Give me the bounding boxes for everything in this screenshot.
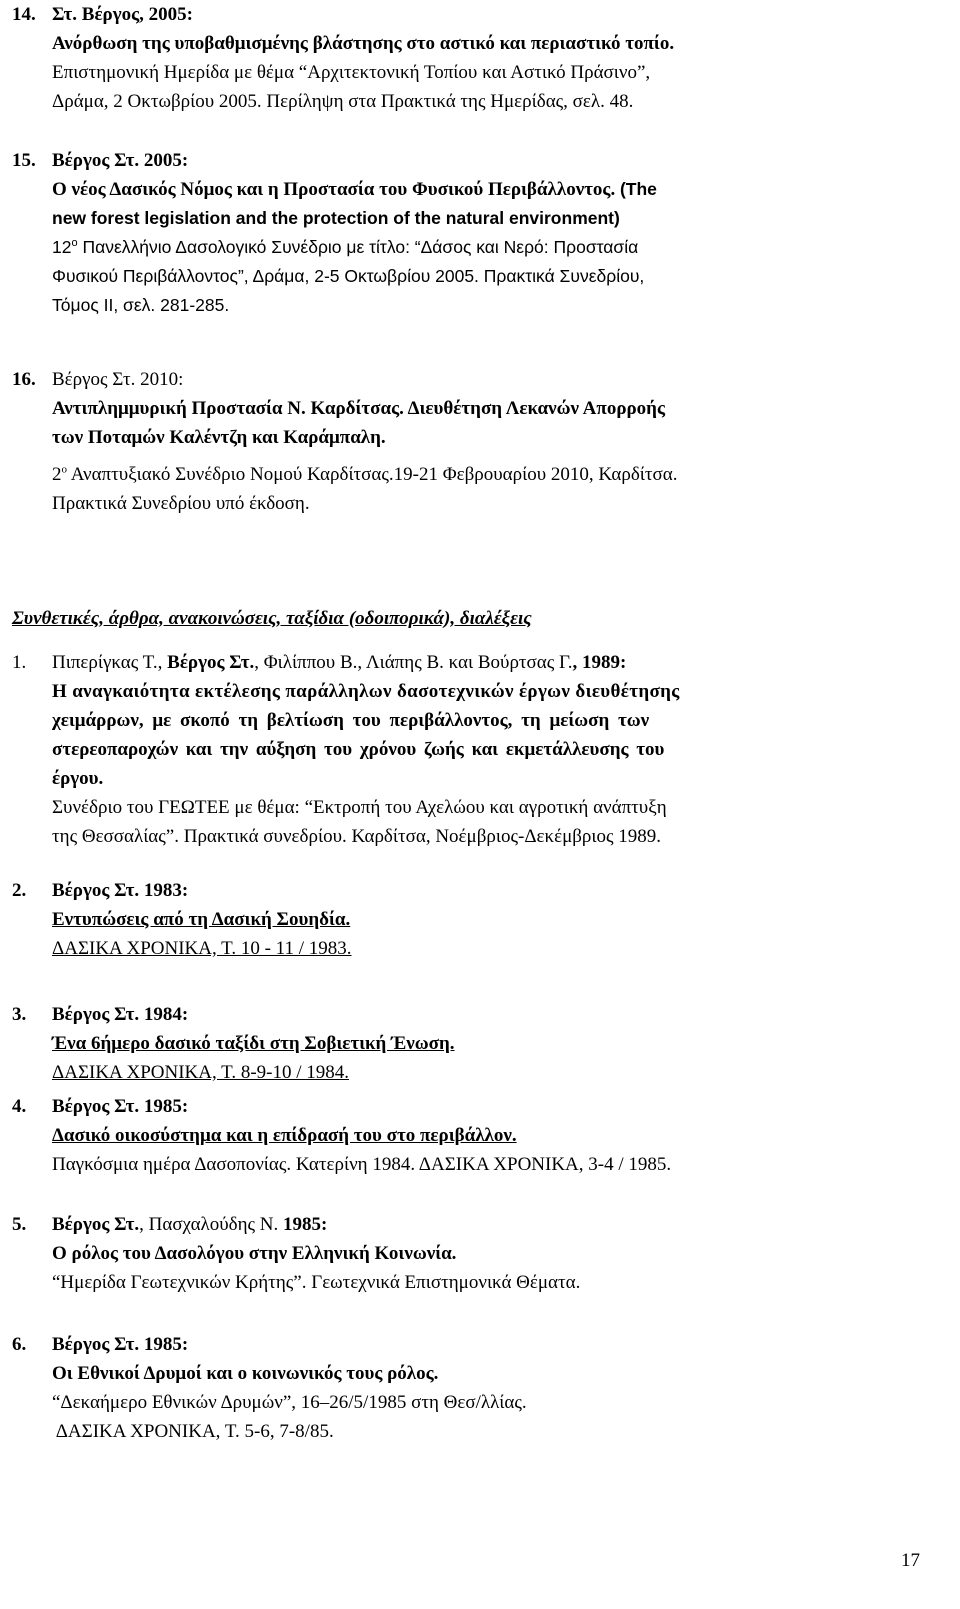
list-entry-1 — [12, 648, 942, 851]
entry-title: Ένα 6ήμερο δασικό ταξίδι στη Σοβιετική Ένωση. — [52, 1033, 455, 1054]
entry-head: Βέργος Στ. 1983: — [52, 880, 189, 901]
entry-title: έργου. — [52, 768, 104, 789]
head-post: , Πασχαλούδης Ν. — [139, 1214, 284, 1235]
entry-year: , 1989: — [572, 652, 627, 673]
entry-number: 3. — [12, 1004, 27, 1025]
entry-head — [52, 1210, 942, 1239]
entry-head: Στ. Βέργος, 2005: — [52, 4, 193, 25]
list-entry-4 — [12, 1092, 942, 1179]
conf-ordinal-sup: ο — [71, 237, 78, 250]
entry-title — [52, 175, 942, 204]
entry-number: 5. — [12, 1214, 27, 1235]
entry-title: Οι Εθνικοί Δρυμοί και ο κοινωνικός τους ρόλος. — [52, 1363, 439, 1384]
list-entry-3 — [12, 1000, 942, 1087]
list-entry-5 — [12, 1210, 942, 1297]
conf-ordinal: 2 — [52, 464, 62, 485]
entry-number: 16. — [12, 369, 36, 390]
entry-detail: της Θεσσαλίας”. Πρακτικά συνεδρίου. Καρδίτσα, Νοέμβριος-Δεκέμβριος 1989. — [52, 826, 662, 847]
entry-title-greek: Ο νέος Δασικός Νόμος και η Προστασία του Φυσικού Περιβάλλοντος. — [52, 179, 616, 200]
page-number: 17 — [901, 1550, 920, 1571]
conf-text: Αναπτυξιακό Συνέδριο Νομού Καρδίτσας.19-21 Φεβρουαρίου 2010, Καρδίτσα. — [70, 464, 678, 485]
entry-number: 6. — [12, 1334, 27, 1355]
authors-bold: Βέργος Στ. — [167, 652, 255, 673]
entry-14 — [12, 0, 942, 116]
list-entry-6 — [12, 1330, 942, 1446]
entry-detail: “Ημερίδα Γεωτεχνικών Κρήτης”. Γεωτεχνικά Επιστημονικά Θέματα. — [52, 1272, 581, 1293]
entry-head: Βέργος Στ. 2005: — [52, 150, 189, 171]
entry-conference — [52, 460, 942, 489]
entry-title: χειμάρρων, με σκοπό τη βελτίωση του περιβάλλοντος, τη μείωση των — [52, 710, 650, 731]
conf-ordinal-sup: ο — [61, 463, 67, 476]
entry-conference: Πρακτικά Συνεδρίου υπό έκδοση. — [52, 493, 310, 514]
entry-detail: Συνέδριο του ΓΕΩΤΕΕ με θέμα: “Εκτροπή του Αχελώου και αγροτική ανάπτυξη — [52, 797, 667, 818]
entry-number: 14. — [12, 4, 36, 25]
entry-title: Η αναγκαιότητα εκτέλεσης παράλληλων δασοτεχνικών έργων διευθέτησης — [52, 681, 680, 702]
entry-head: Βέργος Στ. 1985: — [52, 1334, 189, 1355]
entry-title: Ανόρθωση της υποβαθμισμένης βλάστησης στο αστικό και περιαστικό τοπίο. — [52, 33, 675, 54]
entry-number: 2. — [12, 880, 27, 901]
entry-detail: Επιστημονική Ημερίδα με θέμα “Αρχιτεκτονική Τοπίου και Αστικό Πράσινο”, — [52, 62, 651, 83]
entry-head: Βέργος Στ. 1984: — [52, 1004, 189, 1025]
entry-title: των Ποταμών Καλέντζη και Καράμπαλη. — [52, 427, 386, 448]
entry-number: 4. — [12, 1096, 27, 1117]
entry-conference: Τόμος ΙΙ, σελ. 281-285. — [52, 295, 230, 315]
entry-title: Ο ρόλος του Δασολόγου στην Ελληνική Κοινωνία. — [52, 1243, 457, 1264]
entry-title: Δασικό οικοσύστημα και η επίδρασή του στο περιβάλλον. — [52, 1125, 517, 1146]
entry-year: 1985: — [283, 1214, 328, 1235]
entry-number: 1. — [12, 652, 27, 673]
entry-conference: Φυσικού Περιβάλλοντος”, Δράμα, 2-5 Οκτωβρίου 2005. Πρακτικά Συνεδρίου, — [52, 266, 645, 286]
entry-number: 15. — [12, 150, 36, 171]
authors-pre: Πιπερίγκας Τ., — [52, 652, 168, 673]
conf-text: Πανελλήνιο Δασολογικό Συνέδριο με τίτλο: “Δάσος και Νερό: Προστασία — [82, 237, 639, 257]
entry-title-english: new forest legislation and the protection of the natural environment) — [52, 208, 620, 228]
entry-detail: ΔΑΣΙΚΑ ΧΡΟΝΙΚΑ, Τ. 10 - 11 / 1983. — [52, 938, 352, 959]
entry-head: Βέργος Στ. 1985: — [52, 1096, 189, 1117]
entry-detail: “Δεκαήμερο Εθνικών Δρυμών”, 16–26/5/1985 στη Θεσ/λλίας. — [52, 1392, 527, 1413]
entry-title: Εντυπώσεις από τη Δασική Σουηδία. — [52, 909, 351, 930]
entry-detail: Παγκόσμια ημέρα Δασοπονίας. Κατερίνη 1984. ΔΑΣΙΚΑ ΧΡΟΝΙΚΑ, 3-4 / 1985. — [52, 1154, 672, 1175]
entry-head: Βέργος Στ. 2010: — [52, 369, 184, 390]
entry-detail: ΔΑΣΙΚΑ ΧΡΟΝΙΚΑ, Τ. 8-9-10 / 1984. — [52, 1062, 350, 1083]
entry-detail: ΔΑΣΙΚΑ ΧΡΟΝΙΚΑ, Τ. 5-6, 7-8/85. — [52, 1421, 334, 1442]
authors-post: , Φιλίππου Β., Λιάπης Β. και Βούρτσας Γ. — [254, 652, 573, 673]
entry-conference — [52, 233, 942, 262]
entry-title-english-start: (The — [619, 179, 657, 199]
entry-title: Αντιπλημμυρική Προστασία Ν. Καρδίτσας. Διευθέτηση Λεκανών Απορροής — [52, 398, 665, 419]
head-bold: Βέργος Στ. — [52, 1214, 140, 1235]
list-entry-2 — [12, 876, 942, 963]
entry-15 — [12, 146, 942, 320]
entry-authors — [52, 648, 942, 677]
entry-title: στερεοπαροχών και την αύξηση του χρόνου ζωής και εκμετάλλευσης του — [52, 739, 665, 760]
section-heading: Συνθετικές, άρθρα, ανακοινώσεις, ταξίδια (οδοιπορικά), διαλέξεις — [12, 608, 532, 629]
entry-detail: Δράμα, 2 Οκτωβρίου 2005. Περίληψη στα Πρακτικά της Ημερίδας, σελ. 48. — [52, 91, 634, 112]
entry-16 — [12, 365, 942, 518]
conf-ordinal: 12 — [52, 237, 72, 257]
